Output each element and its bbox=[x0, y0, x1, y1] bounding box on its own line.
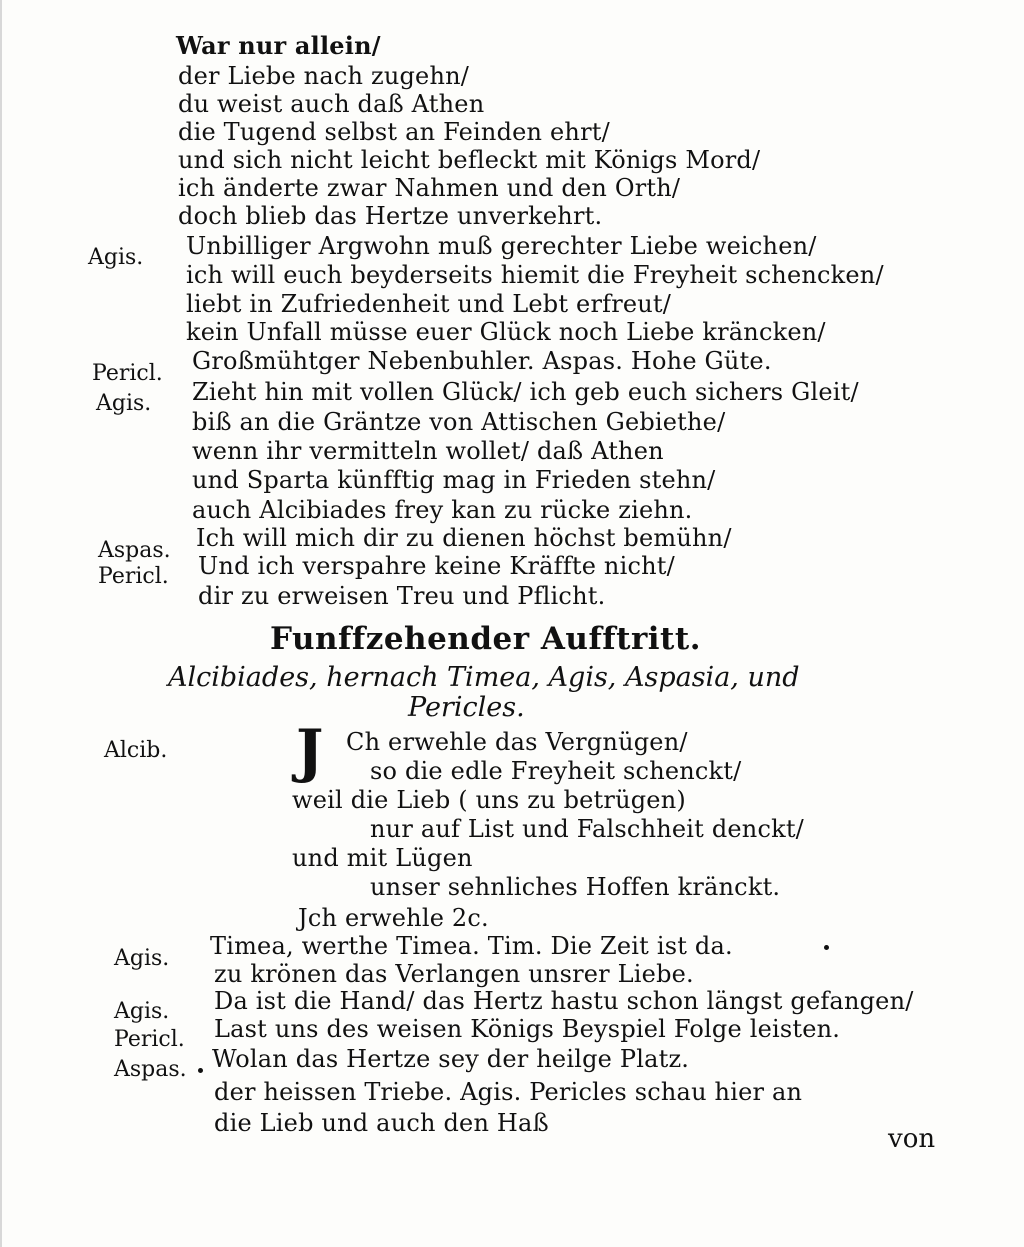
verse-line: unser sehnliches Hoffen kränckt. bbox=[370, 873, 781, 901]
speaker-label: Aspas. bbox=[114, 1057, 187, 1082]
scene-title: Funffzehender Aufftritt. bbox=[270, 621, 701, 657]
verse-line: liebt in Zufriedenheit und Lebt erfreut/ bbox=[186, 290, 672, 318]
speaker-label: Aspas. bbox=[98, 538, 171, 563]
verse-line: Da ist die Hand/ das Hertz hastu schon längst gefangen/ bbox=[214, 987, 914, 1015]
verse-line: dir zu erweisen Treu und Pflicht. bbox=[198, 582, 606, 610]
verse-line: Last uns des weisen Königs Beyspiel Folge leisten. bbox=[214, 1015, 841, 1043]
page-edge bbox=[0, 0, 2, 1247]
speaker-label: Agis. bbox=[114, 999, 170, 1024]
verse-line: wenn ihr vermitteln wollet/ daß Athen bbox=[192, 437, 664, 465]
scene-cast: Alcibiades, hernach Timea, Agis, Aspasia, und bbox=[168, 662, 800, 693]
verse-line: Wolan das Hertze sey der heilge Platz. bbox=[212, 1045, 690, 1073]
verse-line: ich will euch beyderseits hiemit die Freyheit schencken/ bbox=[186, 261, 884, 289]
verse-line: du weist auch daß Athen bbox=[178, 90, 485, 118]
verse-line: der Liebe nach zugehn/ bbox=[178, 62, 470, 90]
verse-line: und sich nicht leicht befleckt mit Königs Mord/ bbox=[178, 146, 761, 174]
verse-line: Und ich verspahre keine Kräffte nicht/ bbox=[198, 552, 675, 580]
verse-line: Unbilliger Argwohn muß gerechter Liebe weichen/ bbox=[186, 232, 817, 260]
speaker-label: Agis. bbox=[114, 946, 170, 971]
verse-line: so die edle Freyheit schenckt/ bbox=[370, 757, 742, 785]
verse-line: und mit Lügen bbox=[292, 844, 473, 872]
scene-cast: Pericles. bbox=[408, 692, 525, 723]
verse-line: Großmühtger Nebenbuhler. Aspas. Hohe Güte. bbox=[192, 347, 772, 375]
verse-line: ich änderte zwar Nahmen und den Orth/ bbox=[178, 174, 681, 202]
verse-line: die Tugend selbst an Feinden ehrt/ bbox=[178, 118, 610, 146]
decorated-initial: J bbox=[296, 717, 324, 785]
verse-line: War nur allein/ bbox=[176, 31, 381, 60]
verse-line: die Lieb und auch den Haß bbox=[214, 1109, 549, 1137]
verse-line: nur auf List und Falschheit denckt/ bbox=[370, 815, 804, 843]
speaker-label: Pericl. bbox=[92, 361, 163, 386]
speaker-label: Alcib. bbox=[104, 738, 168, 763]
verse-line: zu krönen das Verlangen unsrer Liebe. bbox=[214, 960, 694, 988]
verse-line: weil die Lieb ( uns zu betrügen) bbox=[292, 786, 686, 814]
catchword: von bbox=[888, 1124, 936, 1154]
verse-line: biß an die Gräntze von Attischen Gebiethe/ bbox=[192, 408, 726, 436]
verse-line: Zieht hin mit vollen Glück/ ich geb euch sichers Gleit/ bbox=[192, 378, 859, 406]
verse-line: doch blieb das Hertze unverkehrt. bbox=[178, 202, 603, 230]
verse-line: kein Unfall müsse euer Glück noch Liebe kräncken/ bbox=[186, 318, 826, 346]
speaker-label: Pericl. bbox=[98, 564, 169, 589]
verse-line: Ich will mich dir zu dienen höchst bemühn/ bbox=[196, 524, 732, 552]
speaker-label: Pericl. bbox=[114, 1027, 185, 1052]
speaker-label: Agis. bbox=[96, 391, 152, 416]
verse-line: Timea, werthe Timea. Tim. Die Zeit ist da. bbox=[210, 932, 733, 960]
ink-dot bbox=[824, 945, 829, 950]
verse-line: auch Alcibiades frey kan zu rücke ziehn. bbox=[192, 496, 693, 524]
verse-line: Jch erwehle 2c. bbox=[298, 904, 489, 932]
verse-line: und Sparta künfftig mag in Frieden stehn/ bbox=[192, 466, 716, 494]
ink-dot bbox=[198, 1068, 203, 1073]
speaker-label: Agis. bbox=[88, 245, 144, 270]
verse-line: Ch erwehle das Vergnügen/ bbox=[346, 728, 688, 756]
verse-line: der heissen Triebe. Agis. Pericles schau hier an bbox=[214, 1078, 803, 1106]
